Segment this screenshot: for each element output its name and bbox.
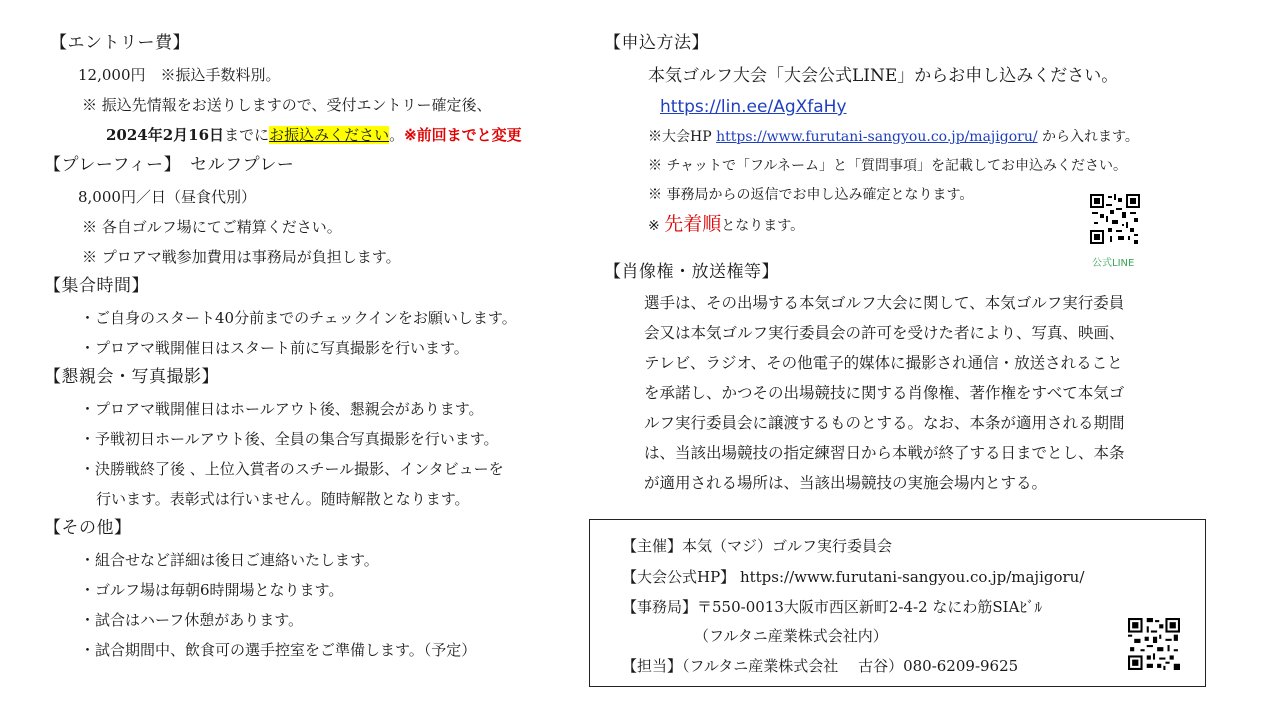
contact-qr-code-icon[interactable]: [1128, 618, 1180, 670]
rights-line-6: が適用される場所は、当該出場競技の実施会場内とする。: [644, 474, 1048, 492]
apply-first-suffix: となります。: [721, 218, 805, 234]
other-heading: 【その他】: [44, 518, 132, 538]
apply-line-link[interactable]: [660, 97, 847, 117]
info-office: 【事務局】〒550-0013大阪市西区新町2-4-2 なにわ筋SIAﾋﾞﾙ: [622, 598, 1042, 616]
apply-heading: 【申込方法】: [604, 33, 709, 53]
info-hp: 【大会公式HP】 https://www.furutani-sangyou.co.jp/majigoru/: [622, 568, 1085, 586]
qr-caption: 公式LINE: [1092, 258, 1135, 269]
party-item3a: ・決勝戦終了後 、上位入賞者のスチール撮影、インタビューを: [80, 460, 504, 478]
party-item3b: 行います。表彰式は行いません。随時解散となります。: [96, 490, 470, 508]
apply-note-first: [648, 214, 804, 236]
rights-heading: 【肖像権・放送権等】: [604, 262, 779, 282]
playfee-heading: 【プレーフィー】 セルフプレー: [44, 155, 295, 175]
party-item1: ・プロアマ戦開催日はホールアウト後、懇親会があります。: [80, 400, 484, 418]
playfee-note1: ※ 各自ゴルフ場にてご精算ください。: [82, 218, 342, 236]
other-item1: ・組合せなど詳細は後日ご連絡いたします。: [80, 551, 379, 569]
line-qr-code-icon[interactable]: [1090, 194, 1140, 244]
entry-highlight: お振込みください: [269, 126, 390, 144]
meeting-item1: ・ご自身のスタート40分前までのチェックインをお願いします。: [80, 309, 517, 327]
party-heading: 【懇親会・写真撮影】: [44, 367, 219, 387]
playfee-note2: ※ プロアマ戦参加費用は事務局が負担します。: [82, 248, 401, 266]
apply-first-red: 先着順: [664, 213, 722, 235]
info-office-sub: （フルタニ産業株式会社内）: [694, 627, 888, 645]
other-item4: ・試合期間中、飲食可の選手控室をご準備します。（予定）: [80, 641, 477, 659]
apply-hp-line: [648, 127, 1139, 147]
apply-hp-prefix: ※大会HP: [648, 129, 717, 145]
apply-first-prefix: ※: [648, 218, 665, 234]
entry-punct: 。: [389, 126, 405, 144]
rights-line-3: を承諾し、かつその出場競技に関する肖像権、著作権をすべて本気ゴ: [644, 384, 1125, 402]
entry-fee: 12,000円 ※振込手数料別。: [78, 66, 281, 84]
entry-deadline-date: 2024年2月16日: [106, 126, 225, 144]
apply-note-chat: ※ チャットで「フルネーム」と「質問事項」を記載してお申込みください。: [648, 158, 1128, 174]
rights-line-0: 選手は、その出場する本気ゴルフ大会に関して、本気ゴルフ実行委員: [644, 294, 1125, 312]
rights-line-2: テレビ、ラジオ、その他電子的媒体に撮影され通信・放送されること: [644, 354, 1123, 372]
rights-line-1: 会又は本気ゴルフ実行委員会の許可を受けた者により、写真、映画、: [644, 324, 1125, 342]
info-organizer: 【主催】本気（マジ）ゴルフ実行委員会: [622, 537, 893, 555]
apply-line1: 本気ゴルフ大会「大会公式LINE」からお申し込みください。: [648, 66, 1119, 86]
other-item2: ・ゴルフ場は毎朝6時開場となります。: [80, 581, 344, 599]
meeting-heading: 【集合時間】: [44, 276, 149, 296]
party-item2: ・予戦初日ホールアウト後、全員の集合写真撮影を行います。: [80, 430, 499, 448]
apply-hp-link[interactable]: https://www.furutani-sangyou.co.jp/majigoru/: [716, 129, 1038, 145]
meeting-item2: ・プロアマ戦開催日はスタート前に写真撮影を行います。: [80, 339, 469, 357]
entry-deadline-mid: までに: [224, 126, 270, 144]
entry-note: ※ 振込先情報をお送りしますので、受付エントリー確定後、: [82, 96, 492, 114]
apply-note-reply: ※ 事務局からの返信でお申し込み確定となります。: [648, 187, 974, 203]
rights-line-4: ルフ実行委員会に譲渡するものとする。なお、本条が適用される期間: [644, 414, 1125, 432]
info-box: [589, 519, 1206, 687]
line-url-link[interactable]: https://lin.ee/AgXfaHy: [660, 97, 847, 117]
other-item3: ・試合はハーフ休憩があります。: [80, 611, 304, 629]
rights-line-5: は、当該出場競技の指定練習日から本戦が終了する日までとし、本条: [644, 444, 1125, 462]
info-contact: 【担当】（フルタニ産業株式会社 古谷）080-6209-9625: [622, 657, 1019, 675]
entry-heading: 【エントリー費】: [50, 33, 190, 53]
entry-changed-note: ※前回までと変更: [404, 126, 522, 144]
apply-hp-suffix: から入れます。: [1037, 129, 1139, 145]
playfee-fee: 8,000円／日（昼食代別）: [78, 188, 256, 206]
entry-deadline-line: [106, 125, 522, 145]
